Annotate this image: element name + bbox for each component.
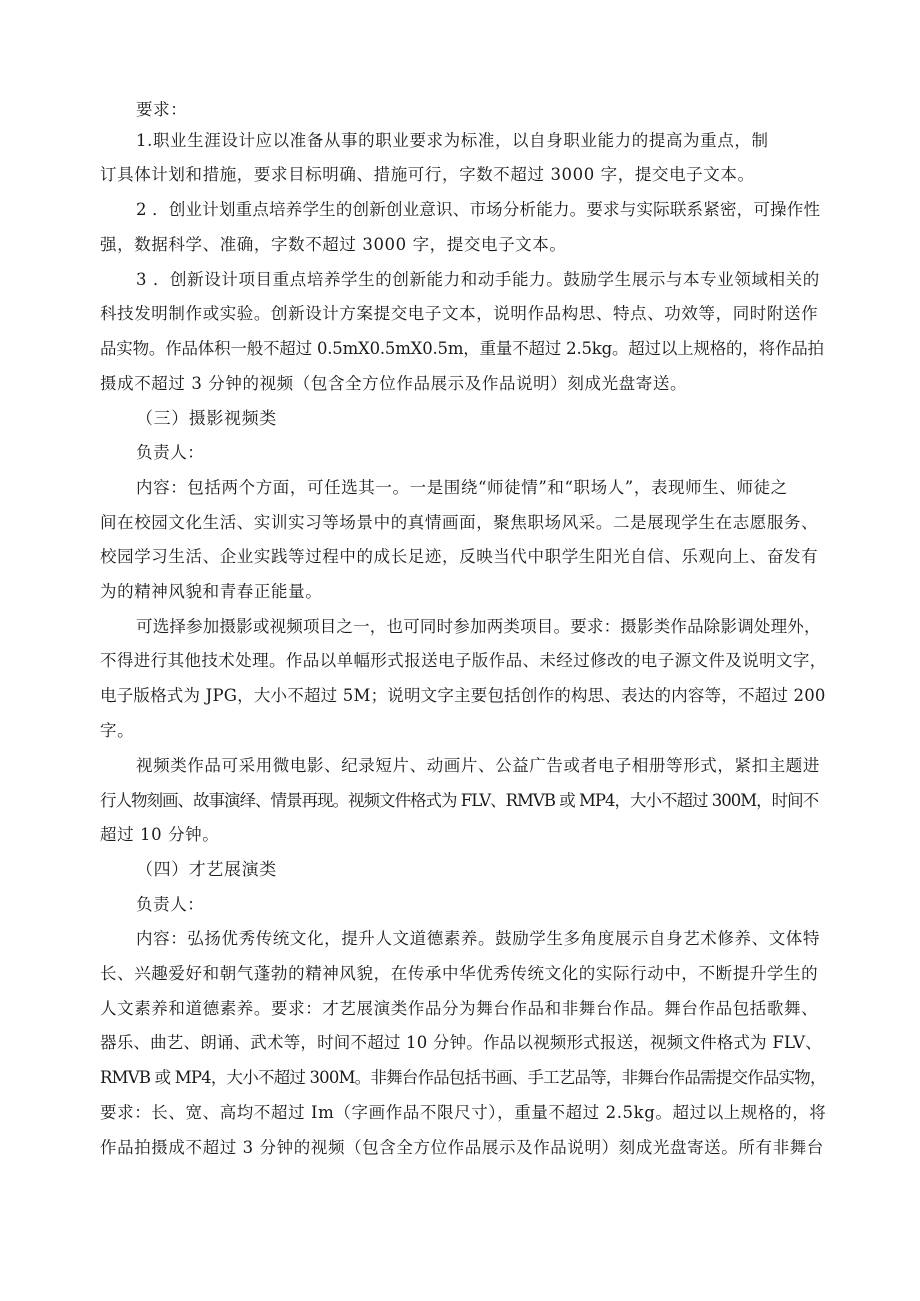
text-line: 3 ．创新设计项目重点培养学生的创新能力和动手能力。鼓励学生展示与本专业领域相关的	[136, 270, 820, 289]
text-line: 字。	[100, 721, 135, 740]
text-line: 要求：	[136, 100, 188, 119]
text-line: 可选择参加摄影或视频项目之一，也可同时参加两类项目。要求：摄影类作品除影调处理外，	[136, 617, 821, 636]
text-line: 负责人：	[136, 443, 205, 462]
text-line: 负责人：	[136, 895, 205, 914]
text-line: 行人物刻画、故事演绎、情景再现。视频文件格式为 FLV、RMVB 或 MP4，大小不超过 300M，时间不	[100, 791, 819, 810]
text-line: 作品拍摄成不超过 3 分钟的视频（包含全方位作品展示及作品说明）刻成光盘寄送。所有非舞台	[100, 1138, 824, 1157]
text-line: 器乐、曲艺、朗诵、武术等，时间不超过 10 分钟。作品以视频形式报送，视频文件格式为 FLV、	[100, 1033, 822, 1052]
text-line: 2 ．创业计划重点培养学生的创新创业意识、市场分析能力。要求与实际联系紧密，可操作性	[136, 200, 821, 219]
text-line: 内容：包括两个方面，可任选其一。一是围绕“师徒情”和“职场人”，表现师生、师徒之	[136, 478, 788, 497]
text-line: 人文素养和道德素养。要求：才艺展演类作品分为舞台作品和非舞台作品。舞台作品包括歌舞、	[100, 999, 819, 1018]
text-line: 要求：长、宽、高均不超过 Im（字画作品不限尺寸），重量不超过 2.5kg。超过以上规格的，将	[100, 1103, 827, 1122]
text-line: 视频类作品可采用微电影、纪录短片、动画片、公益广告或者电子相册等形式，紧扣主题进	[136, 756, 820, 775]
section-heading: （三）摄影视频类	[136, 409, 277, 429]
text-line: 超过 10 分钟。	[100, 825, 220, 844]
section-heading: （四）才艺展演类	[136, 860, 277, 880]
text-line: 订具体计划和措施，要求目标明确、措施可行，字数不超过 3000 字，提交电子文本。	[100, 165, 755, 184]
text-line: 为的精神风貌和青春正能量。	[100, 582, 323, 601]
text-line: 不得进行其他技术处理。作品以单幅形式报送电子版作品、未经过修改的电子源文件及说明文字，	[100, 651, 827, 670]
text-line: 强，数据科学、准确，字数不超过 3000 字，提交电子文本。	[100, 235, 567, 254]
text-line: RMVB 或 MP4，大小不超过 300M。非舞台作品包括书画、手工艺品等，非舞台作品需提交作品实物，	[100, 1068, 826, 1087]
text-line: 科技发明制作或实验。创新设计方案提交电子文本，说明作品构思、特点、功效等，同时附送作	[100, 304, 819, 323]
text-line: 电子版格式为 JPG，大小不超过 5M；说明文字主要包括创作的构思、表达的内容等，不超过 200	[100, 686, 826, 705]
text-line: 长、兴趣爱好和朝气蓬勃的精神风貌，在传承中华优秀传统文化的实际行动中，不断提升学生的	[100, 964, 819, 983]
text-line: 1.职业生涯设计应以准备从事的职业要求为标准，以自身职业能力的提高为重点，制	[136, 131, 769, 150]
text-line: 校园学习生活、企业实践等过程中的成长足迹，反映当代中职学生阳光自信、乐观向上、奋发有	[100, 547, 819, 566]
text-line: 品实物。作品体积一般不超过 0.5mX0.5mX0.5m，重量不超过 2.5kg。超过以上规格的，将作品拍	[100, 339, 824, 358]
text-line: 内容：弘扬优秀传统文化，提升人文道德素养。鼓励学生多角度展示自身艺术修养、文体特	[136, 929, 820, 948]
text-line: 摄成不超过 3 分钟的视频（包含全方位作品展示及作品说明）刻成光盘寄送。	[100, 374, 688, 393]
text-line: 间在校园文化生活、实训实习等场景中的真情画面，聚焦职场风采。二是展现学生在志愿服务、	[100, 513, 819, 532]
